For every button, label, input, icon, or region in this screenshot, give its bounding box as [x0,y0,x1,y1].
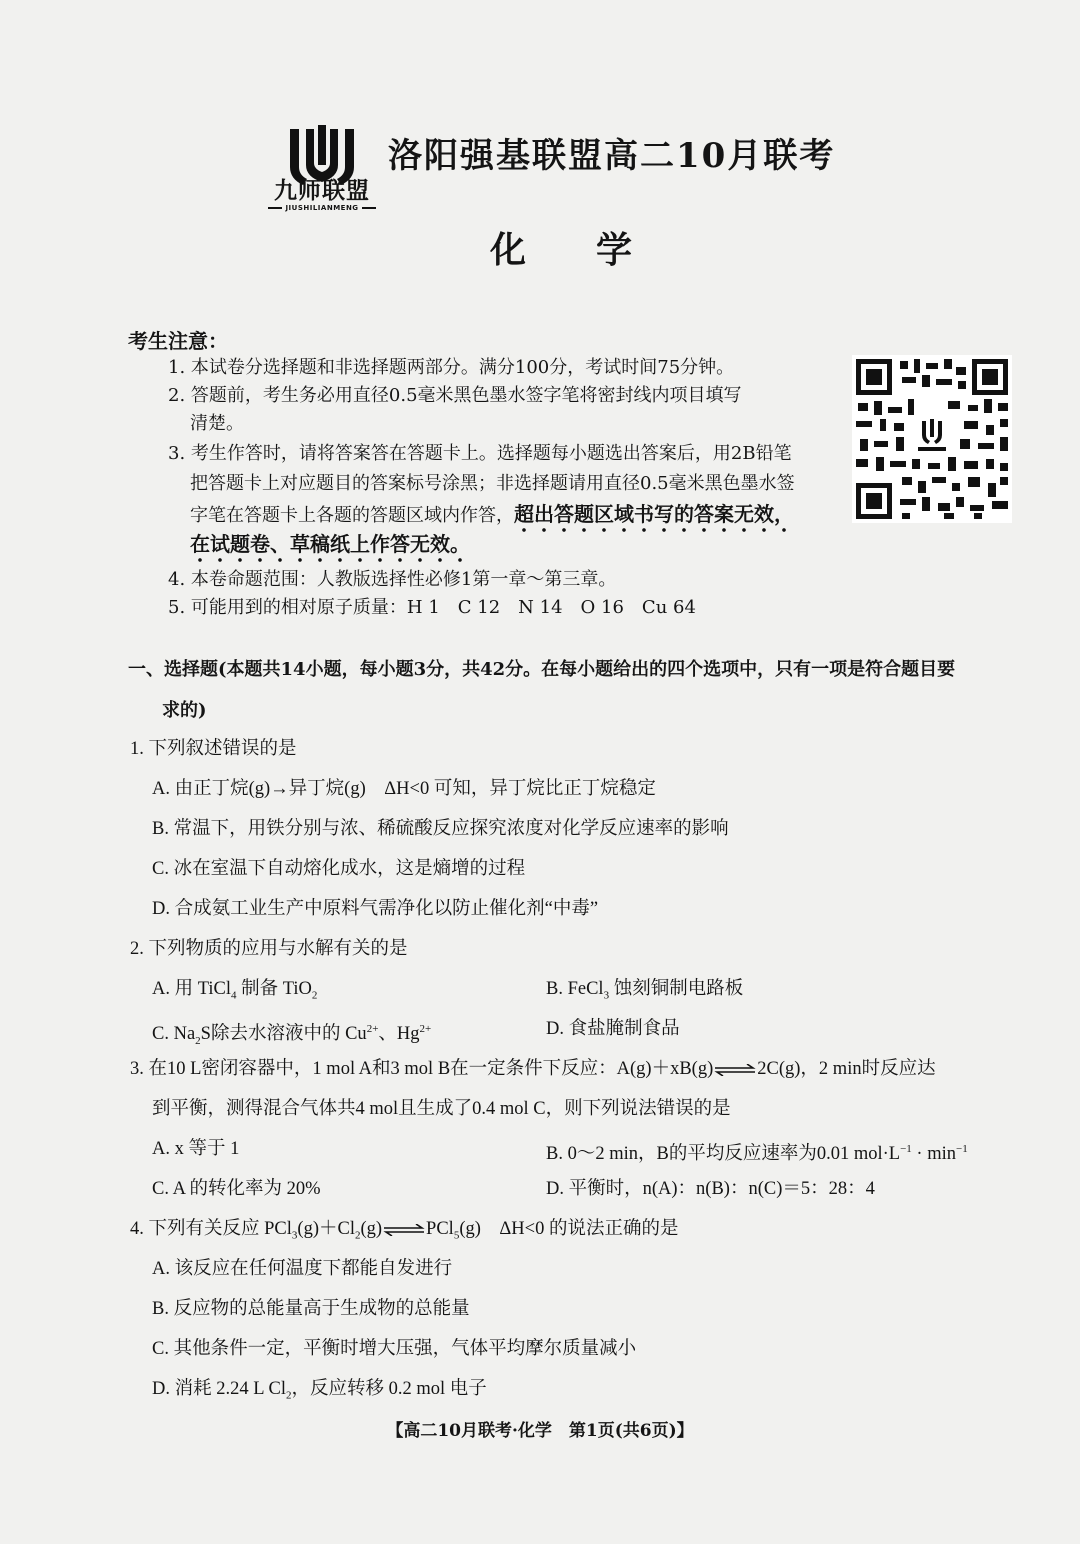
notice-item-3c [190,501,794,529]
q2-a-sub2: 2 [311,989,318,1002]
notice-item-3b: 把答题卡上对应题目的答案标号涂黑；非选择题请用直径0.5毫米黑色墨水签 [190,473,795,494]
notice-item-3d-emphasis: 在试题卷、草稿纸上作答无效。 [190,532,470,564]
exam-title: 洛阳强基联盟高二10月联考 [388,136,836,176]
q2-c-mid: S除去水溶液中的 Cu [200,1024,367,1045]
equilibrium-arrow-icon [713,1064,757,1076]
notice-item-1: 1. 本试卷分选择题和非选择题两部分。满分100分，考试时间75分钟。 [168,357,735,378]
q3-option-c: C. A 的转化率为 20% [152,1179,321,1199]
notice-item-2a: 2. 答题前，考生务必用直径0.5毫米黑色墨水签字笔将密封线内项目填写 [168,385,742,406]
qr-code-icon [852,355,1012,523]
q1-option-b: B. 常温下，用铁分别与浓、稀硫酸反应探究浓度对化学反应速率的影响 [152,819,729,839]
notice-heading: 考生注意： [128,329,228,353]
q2-option-d: D. 食盐腌制食品 [546,1019,680,1039]
notice-item-2b: 清楚。 [190,413,244,434]
notice-item-5: 5. 可能用到的相对原子质量：H 1 C 12 N 14 O 16 Cu 64 [168,597,696,618]
q3-stem-line1 [130,1056,936,1082]
section-title: 一、选择题(本题共14小题，每小题3分，共42分。在每小题给出的四个选项中，只有一项是符合题目要 [128,659,956,680]
q4-option-d [152,1376,487,1409]
q2-c-sub: 2 [195,1034,201,1047]
notice-item-4: 4. 本卷命题范围：人教版选择性必修1第一章～第三章。 [168,569,617,590]
q4-option-b: B. 反应物的总能量高于生成物的总能量 [152,1299,470,1319]
logo-subtitle: JIUSHILIANMENG [262,204,382,212]
q4-option-c: C. 其他条件一定，平衡时增大压强，气体平均摩尔质量减小 [152,1339,637,1359]
exam-subject: 化学 [490,229,703,271]
q2-stem: 2. 下列物质的应用与水解有关的是 [130,939,408,959]
notice-item-3a: 3. 考生作答时，请将答案答在答题卡上。选择题每小题选出答案后，用2B铅笔 [168,443,792,464]
q2-option-b [546,976,743,1009]
q1-option-d: D. 合成氨工业生产中原料气需净化以防止催化剂“中毒” [152,899,599,919]
q4-d-pre: D. 消耗 2.24 L Cl [152,1379,286,1399]
q4-stem-mid2: (g) [360,1219,383,1239]
q2-a-pre: A. 用 TiCl [152,979,232,999]
q2-c-mid2: 、Hg [378,1024,420,1045]
q2-option-a [152,976,317,1009]
q2-c-sup2: 2+ [419,1023,432,1035]
q3-stem-a2: 2C(g)，2 min时反应达 [757,1059,936,1079]
q3-b-pre: B. 0～2 min，B的平均反应速率为0.01 mol·L [546,1144,901,1165]
q2-option-c [152,1016,431,1054]
q3-option-b [546,1136,968,1167]
q2-c-pre: C. Na [152,1024,196,1045]
q2-a-mid: 制备 TiO [236,979,312,999]
logo-name: 九师联盟 [274,178,370,204]
page-footer: 【高二10月联考·化学 第1页(共6页)】 [386,1421,694,1441]
q3-option-d: D. 平衡时，n(A)：n(B)：n(C)＝5：28：4 [546,1179,875,1199]
q4-stem-sub3: 5 [453,1229,460,1242]
q4-d-sub: 2 [285,1389,292,1402]
q2-c-sup1: 2+ [366,1023,379,1035]
q3-stem-a: 3. 在10 L密闭容器中，1 mol A和3 mol B在一定条件下反应：A(g)＋xB(g) [130,1059,714,1079]
notice-item-3c-emphasis: 超出答题区域书写的答案无效， [514,502,794,534]
q4-stem-mid: (g)＋Cl [297,1219,355,1239]
q4-stem [130,1216,678,1249]
q3-option-a: A. x 等于 1 [152,1139,240,1159]
q2-b-pre: B. FeCl [546,979,604,999]
q3-b-mid: · min [911,1144,956,1165]
q3-stem-line2: 到平衡，测得混合气体共4 mol且生成了0.4 mol C，则下列说法错误的是 [152,1099,731,1119]
notice-item-3d [190,531,470,559]
section-title-cont: 求的) [162,700,207,721]
q1-stem: 1. 下列叙述错误的是 [130,739,297,759]
q4-stem-post: (g) ΔH<0 的说法正确的是 [459,1219,679,1239]
q2-a-sub1: 4 [231,989,237,1002]
q4-stem-pre: 4. 下列有关反应 PCl [130,1219,292,1239]
q2-b-post: 蚀刻铜制电路板 [609,979,744,999]
q3-b-sup1: −1 [900,1143,912,1155]
q4-option-a: A. 该反应在任何温度下都能自发进行 [152,1259,453,1279]
q4-stem-sub2: 2 [354,1229,361,1242]
q1-option-a: A. 由正丁烷(g)→异丁烷(g) ΔH<0 可知，异丁烷比正丁烷稳定 [152,779,656,799]
q4-stem-mid3: PCl [426,1219,454,1239]
q3-b-sup2: −1 [956,1143,968,1155]
equilibrium-arrow-icon [382,1224,426,1236]
q1-option-c: C. 冰在室温下自动熔化成水，这是熵增的过程 [152,859,526,879]
q4-d-post: ，反应转移 0.2 mol 电子 [291,1379,487,1399]
notice-item-3c-text: 字笔在答题卡上各题的答题区域内作答， [190,505,514,526]
q2-b-sub: 3 [603,989,610,1002]
q4-stem-sub1: 3 [291,1229,298,1242]
